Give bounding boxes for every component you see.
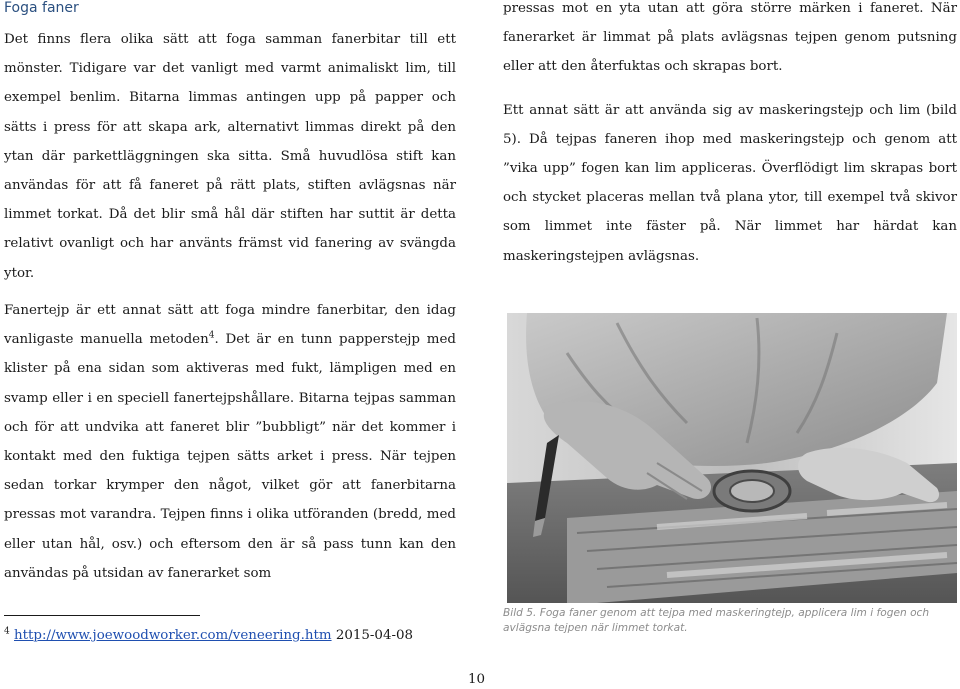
photo-illustration xyxy=(507,313,957,603)
footnote-separator xyxy=(4,615,200,616)
paragraph-veneer-tape xyxy=(4,296,456,588)
paragraph-glue-methods: Det finns flera olika sätt att foga samman fanerbitar till ett mönster. Tidigare var det vanligt med varmt animaliskt lim, till exempel benlim. Bitarna limmas antingen upp på papper och sätts i press för att skapa ark, alternativt limmas direkt på den ytan där parkettläggningen ska sitta. Små huvudlösa stift kan användas för att få faneret på rätt plats, stiften avlägsnas när limmet torkat. Då det blir små hål där stiften har suttit är detta relativt ovanligt och har använts främst vid fanering av svängda ytor. xyxy=(4,32,456,281)
right-column xyxy=(503,0,957,271)
footnote-link[interactable]: http://www.joewoodworker.com/veneering.htm xyxy=(14,628,332,643)
footnote-reference: 4 xyxy=(208,330,215,341)
paragraph-masking-tape: Ett annat sätt är att använda sig av maskeringstejp och lim (bild 5). Då tejpas faneren ihop med maskeringstejp och genom att ”vika upp” fogen kan lim appliceras. Överflödigt lim skrapas bort och stycket placeras mellan två plana ytor, till exempel två skivor som limmet inte fäster på. När limmet har härdat kan maskeringstejpen avlägsnas. xyxy=(503,102,957,264)
paragraph-veneer-tape-part2: . Det är en tunn papperstejp med klister på ena sidan som aktiveras med fukt, lämpligen med en svamp eller i en speciell fanertejpshållare. Bitarna tejpas samman och för att undvika att faneret blir ”bubbligt” när det kommer i kontakt med den fuktiga tejpen sätts arket i press. När tejpen sedan torkar krymper den något, vilket gör att fanerbitarna pressas mot varandra. Tejpen finns i olika utföranden (bredd, med eller utan hål, osv.) och eftersom den är så pass tunn kan den användas på utsidan av fanerarket som xyxy=(4,332,456,581)
footnote-date: 2015-04-08 xyxy=(335,628,414,643)
section-heading: Foga faner xyxy=(4,0,79,16)
footnote xyxy=(4,627,413,645)
left-column-bottom xyxy=(4,296,456,588)
figure-caption: Bild 5. Foga faner genom att tejpa med maskeringtejp, applicera lim i fogen och avlägsna tejpen när limmet torkat. xyxy=(503,607,930,634)
page-number: 10 xyxy=(468,672,486,687)
figure-photo-taping-veneer xyxy=(507,313,957,603)
left-column-top xyxy=(4,25,456,288)
paragraph-tape-removal: pressas mot en yta utan att göra större märken i faneret. När fanerarket är limmat på plats avlägsnas tejpen genom putsning eller att den återfuktas och skrapas bort. xyxy=(503,1,957,75)
footnote-number: 4 xyxy=(4,626,10,637)
paragraph-veneer-tape-part1: Fanertejp är ett annat sätt att foga mindre fanerbitar, den idag vanligaste manuella metoden xyxy=(4,303,456,348)
